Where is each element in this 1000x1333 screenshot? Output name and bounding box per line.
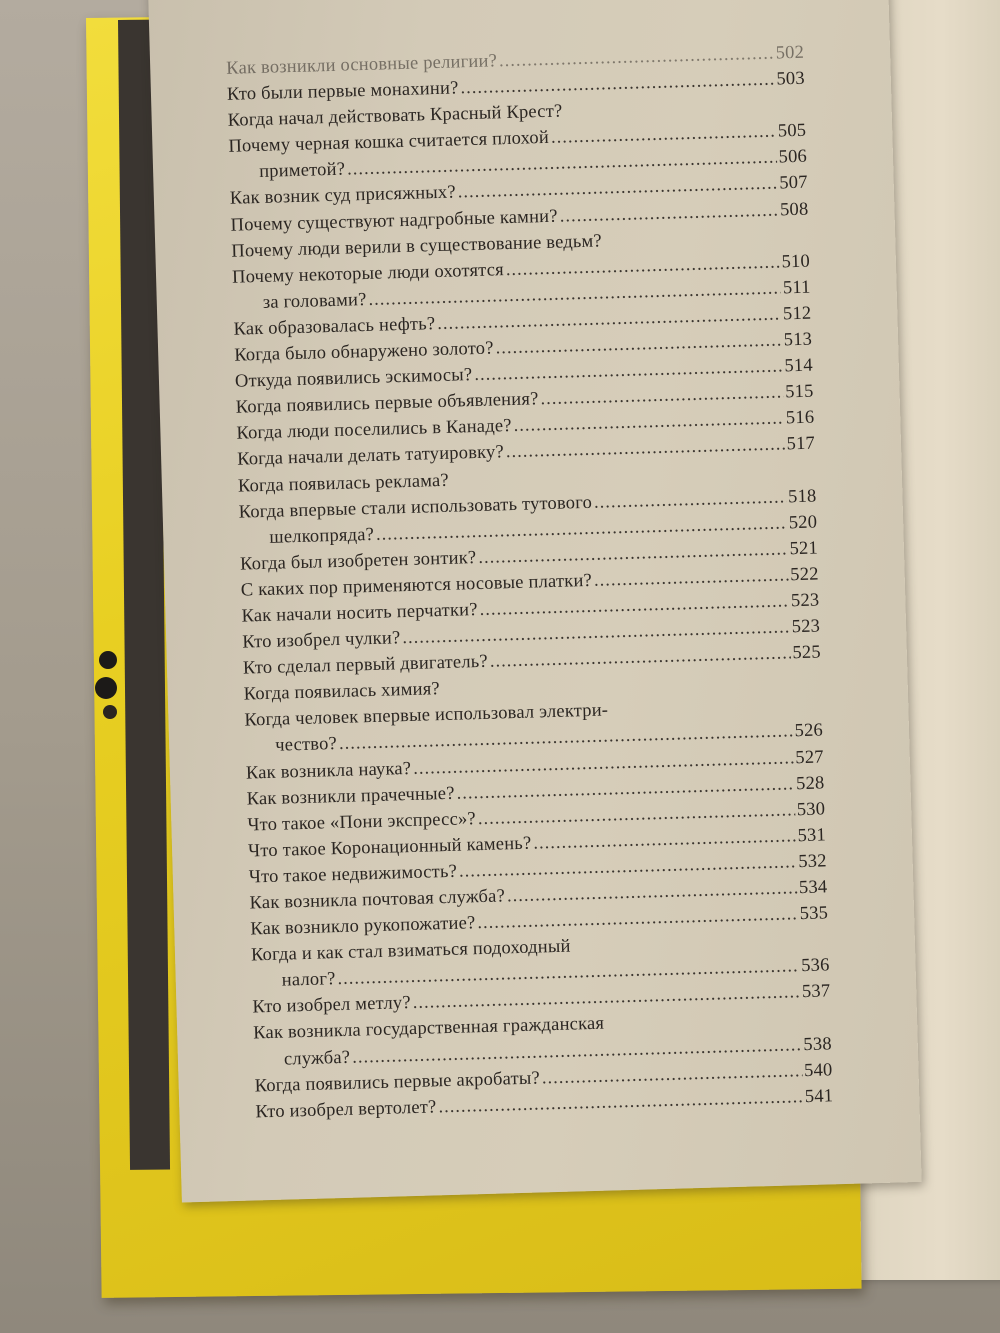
toc-entry-title: Когда появилась химия? — [243, 679, 441, 705]
toc-entry-title: приметой? — [258, 159, 346, 183]
toc-entry-page: 535 — [799, 903, 829, 925]
toc-entry-page: 517 — [786, 433, 816, 455]
toc-entry-page: 541 — [804, 1086, 834, 1107]
toc-entry-title: Что такое «Пони экспресс»? — [247, 808, 477, 836]
toc-entry-title: Как возникли прачечные? — [246, 783, 455, 810]
toc-entry-title: Когда начал действовать Красный Крест? — [227, 101, 563, 132]
toc-entry-page: 530 — [796, 799, 826, 820]
toc-entry-title: Как возникла наука? — [245, 758, 412, 784]
toc-entry-title: Когда впервые стали использовать тутового — [238, 492, 593, 523]
toc-entry-title: Когда люди поселились в Канаде? — [236, 416, 512, 445]
toc-entry-title: Что такое недвижимость? — [248, 861, 458, 888]
book-page — [148, 0, 922, 1203]
table-of-contents — [226, 40, 834, 1126]
toc-entry-page: 507 — [779, 173, 808, 194]
toc-entry-title: Как возникла почтовая служба? — [249, 886, 506, 914]
toc-entry-page: 527 — [795, 746, 825, 768]
toc-entry-title: Кто изобрел чулки? — [242, 628, 401, 653]
toc-entry-title: Когда появились первые объявления? — [235, 389, 539, 418]
toc-entry-title: Как возникла государственная гражданская — [252, 1014, 605, 1044]
toc-entry-page: 521 — [789, 538, 819, 560]
toc-entry-page: 508 — [779, 199, 809, 220]
toc-entry-page: 516 — [785, 407, 815, 429]
toc-entry-page: 510 — [781, 251, 811, 273]
toc-entry-title: Почему люди верили в существование ведьм? — [231, 231, 603, 262]
toc-entry-title: налог? — [281, 969, 336, 991]
toc-entry-page: 523 — [790, 590, 820, 612]
toc-entry-page: 512 — [782, 303, 812, 325]
toc-entry-title: Как возник суд присяжных? — [229, 182, 457, 210]
toc-entry-title: Как возникли основные религии? — [226, 51, 498, 79]
toc-entry-page: 520 — [788, 512, 818, 533]
toc-entry-title: Когда был изобретен зонтик? — [239, 547, 477, 575]
toc-entry-title: шелкопряда? — [269, 524, 375, 548]
toc-entry-title: Как образовалась нефть? — [233, 314, 436, 340]
toc-entry-title: Как начали носить перчатки? — [241, 600, 478, 627]
toc-entry-page: 505 — [777, 120, 807, 142]
toc-entry-page: 526 — [794, 720, 824, 742]
toc-entry-title: Кто были первые монахини? — [226, 78, 459, 105]
toc-entry-title: за головами? — [262, 289, 367, 313]
toc-entry-title: Кто сделал первый двигатель? — [242, 651, 489, 679]
toc-entry-title: Почему существуют надгробные камни? — [230, 206, 558, 236]
toc-entry-title: Кто изобрел вертолет? — [255, 1097, 437, 1123]
toc-entry-page: 513 — [783, 329, 813, 351]
cover-illustration-fragment — [92, 640, 128, 730]
toc-entry-title: С каких пор применяются носовые платки? — [240, 570, 593, 601]
toc-entry-page: 518 — [787, 486, 817, 507]
toc-entry-page: 525 — [792, 642, 822, 664]
toc-entry-title: Как возникло рукопожатие? — [250, 913, 476, 940]
toc-entry-title: Когда человек впервые использовал электри- — [244, 700, 609, 731]
toc-entry-page: 523 — [791, 616, 821, 638]
toc-entry-page: 503 — [776, 68, 806, 90]
toc-entry-page: 515 — [784, 381, 814, 403]
toc-entry-page: 506 — [778, 147, 808, 168]
toc-entry-page: 528 — [795, 773, 825, 794]
toc-entry-title: чество? — [274, 734, 338, 757]
toc-entry-page: 534 — [798, 877, 828, 899]
toc-entry-page: 537 — [801, 981, 831, 1003]
toc-entry-page: 502 — [775, 42, 805, 64]
toc-entry-title: Когда начали делать татуировку? — [236, 442, 505, 471]
toc-entry-page: 532 — [798, 851, 827, 873]
toc-entry-title: Кто изобрел метлу? — [252, 993, 412, 1018]
toc-entry-title: Почему некоторые люди охотятся — [231, 259, 505, 288]
toc-entry-page: 514 — [784, 355, 814, 377]
toc-entry-title: Что такое Коронационный камень? — [247, 833, 532, 862]
toc-entry-page: 531 — [797, 825, 827, 847]
toc-entry-page: 522 — [790, 564, 819, 586]
toc-entry-title: Когда и как стал взиматься подоходный — [250, 936, 571, 966]
toc-entry-title: Когда было обнаружено золото? — [234, 338, 494, 366]
toc-entry-page: 536 — [800, 955, 830, 977]
toc-entry-page: 511 — [782, 277, 811, 299]
toc-entry-title: Почему черная кошка считается плохой — [228, 128, 550, 158]
toc-entry-title: служба? — [283, 1047, 351, 1070]
toc-entry-title: Когда появились первые акробаты? — [254, 1068, 541, 1097]
toc-entry-page: 540 — [803, 1059, 833, 1081]
toc-entry-page: 538 — [803, 1033, 833, 1055]
toc-entry-title: Откуда появились эскимосы? — [234, 365, 473, 392]
toc-entry-title: Когда появилась реклама? — [237, 470, 450, 497]
